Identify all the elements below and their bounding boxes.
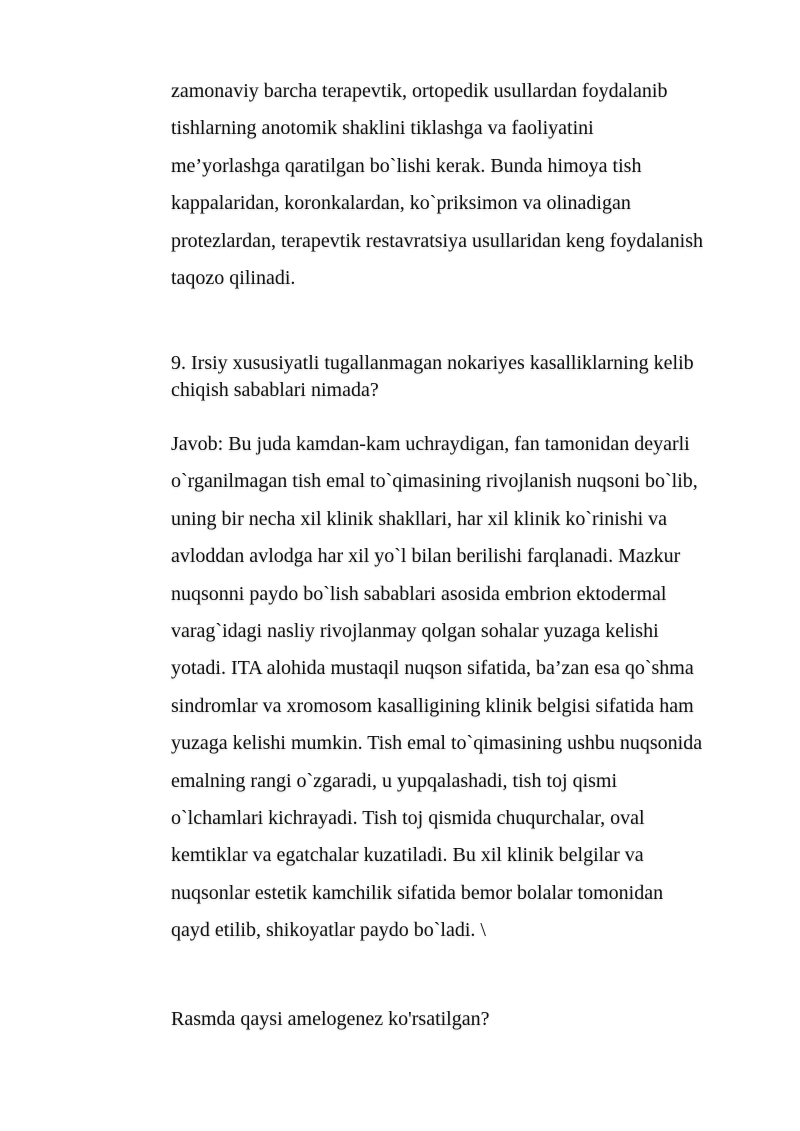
question-line: 9. Irsiy xususiyatli tugallanmagan nokariyes kasalliklarning kelib — [171, 352, 694, 374]
text-line: zamonaviy barcha terapevtik, ortopedik usullardan foydalanib — [171, 80, 668, 102]
text-line: yotadi. ITA alohida mustaqil nuqson sifatida, ba’zan esa qo`shma — [171, 657, 694, 680]
text-line: tishlarning anotomik shaklini tiklashga va faoliyatini — [171, 117, 594, 140]
text-line: Javob: Bu juda kamdan-kam uchraydigan, fan tamonidan deyarli — [171, 433, 690, 455]
text-line: emalning rangi o`zgaradi, u yupqalashadi, tish toj qismi — [171, 769, 618, 792]
question-line: Rasmda qaysi amelogenez ko'rsatilgan? — [171, 1008, 490, 1030]
text-line: o`lchamlari kichrayadi. Tish toj qismida chuqurchalar, oval — [171, 806, 645, 829]
text-line: me’yorlashga qaratilgan bo`lishi kerak. Bunda himoya tish — [171, 154, 642, 177]
closing-question — [171, 1001, 761, 1038]
text-line: qayd etilib, shikoyatlar paydo bo`ladi. \ — [171, 919, 486, 942]
text-line: yuzaga kelishi mumkin. Tish emal to`qimasining ushbu nuqsonida — [171, 732, 703, 755]
answer-paragraph — [171, 426, 761, 949]
text-line: nuqsonni paydo bo`lish sabablari asosida embrion ektodermal — [171, 582, 667, 605]
text-line: o`rganilmagan tish emal to`qimasining rivojlanish nuqsoni bo`lib, — [171, 470, 698, 493]
intro-paragraph — [171, 73, 761, 297]
text-line: kappalaridan, koronkalardan, ko`priksimon va olinadigan — [171, 192, 631, 215]
text-line: nuqsonlar estetik kamchilik sifatida bemor bolalar tomonidan — [171, 881, 664, 904]
text-line: uning bir necha xil klinik shakllari, har xil klinik ko`rinishi va — [171, 507, 668, 530]
text-line: avloddan avlodga har xil yo`l bilan berilishi farqlanadi. Mazkur — [171, 545, 681, 568]
text-line: sindromlar va xromosom kasalligining klinik belgisi sifatida ham — [171, 694, 694, 717]
text-line: kemtiklar va egatchalar kuzatiladi. Bu xil klinik belgilar va — [171, 844, 644, 867]
text-line: taqozo qilinadi. — [171, 266, 296, 289]
question-line: chiqish sabablari nimada? — [171, 379, 379, 401]
question-9 — [171, 350, 761, 404]
text-line: protezlardan, terapevtik restavratsiya usullaridan keng foydalanish — [171, 229, 704, 252]
text-line: varag`idagi nasliy rivojlanmay qolgan sohalar yuzaga kelishi — [171, 619, 659, 642]
